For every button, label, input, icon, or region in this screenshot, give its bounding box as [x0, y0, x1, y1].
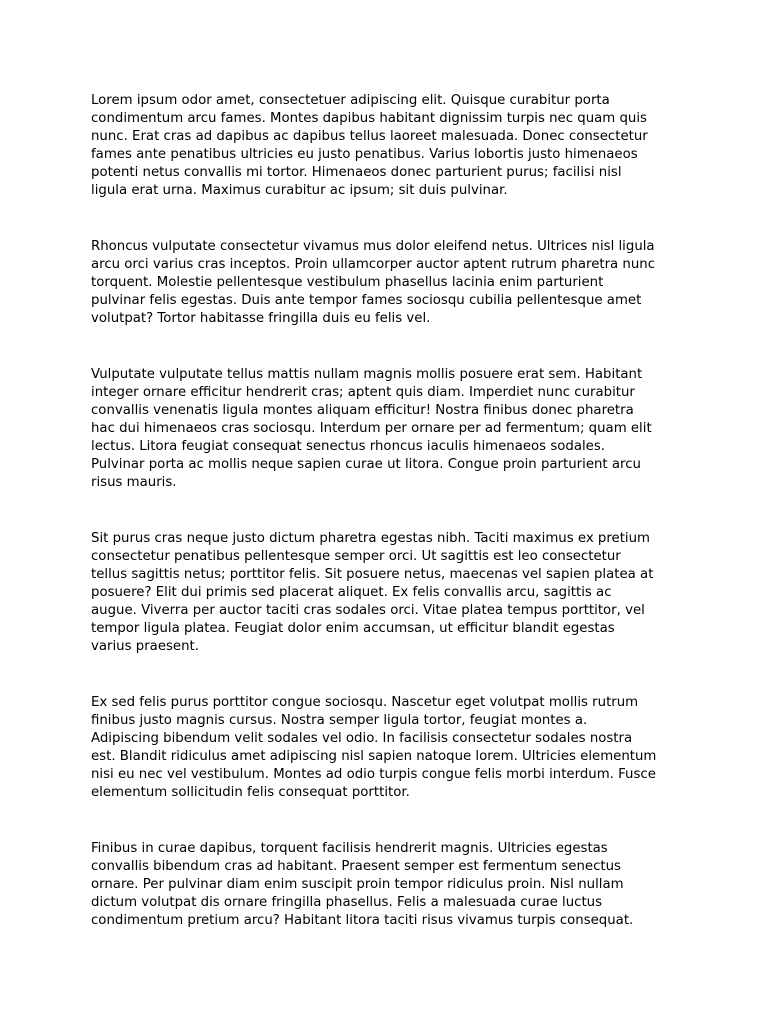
- document-body: [91, 92, 685, 968]
- paragraph-2: Rhoncus vulputate consectetur vivamus mus dolor eleifend netus. Ultrices nisl ligula arcu orci varius cras inceptos. Proin ullamcorper auctor aptent rutrum pharetra nunc torquent. Molestie pellentesque vestibulum phasellus lacinia enim parturient pulvinar felis egestas. Duis ante tempor fames sociosqu cubilia pellentesque amet volutpat? Tortor habitasse fringilla duis eu felis vel.: [91, 239, 656, 326]
- paragraph-5: Ex sed felis purus porttitor congue sociosqu. Nascetur eget volutpat mollis rutrum finibus justo magnis cursus. Nostra semper ligula tortor, feugiat montes a. Adipiscing bibendum velit sodales vel odio. In facilisis consectetur sodales nostra est. Blandit ridiculus amet adipiscing nisl sapien natoque lorem. Ultricies elementum nisi eu nec vel vestibulum. Montes ad odio turpis congue felis morbi interdum. Fusce elementum sollicitudin felis consequat porttitor.: [91, 695, 657, 800]
- paragraph-1: Lorem ipsum odor amet, consectetuer adipiscing elit. Quisque curabitur porta condimentum arcu fames. Montes dapibus habitant dignissim turpis nec quam quis nunc. Erat cras ad dapibus ac dapibus tellus laoreet malesuada. Donec consectetur fames ante penatibus ultricies eu justo penatibus. Varius lobortis justo himenaeos potenti netus convallis mi tortor. Himenaeos donec parturient purus; facilisi nisl ligula erat urna. Maximus curabitur ac ipsum; sit duis pulvinar.: [91, 93, 648, 198]
- paragraph-3: Vulputate vulputate tellus mattis nullam magnis mollis posuere erat sem. Habitant integer ornare efficitur hendrerit cras; aptent quis diam. Imperdiet nunc curabitur convallis venenatis ligula montes aliquam efficitur! Nostra finibus donec pharetra hac dui himenaeos cras sociosqu. Interdum per ornare per ad fermentum; quam elit lectus. Litora feugiat consequat senectus rhoncus iaculis himenaeos sodales. Pulvinar porta ac mollis neque sapien curae ut litora. Congue proin parturient arcu risus mauris.: [91, 367, 652, 490]
- paragraph-6: Finibus in curae dapibus, torquent facilisis hendrerit magnis. Ultricies egestas convallis bibendum cras ad habitant. Praesent semper est fermentum senectus ornare. Per pulvinar diam enim suscipit proin tempor ridiculus proin. Nisl nullam dictum volutpat dis ornare fringilla phasellus. Felis a malesuada curae luctus condimentum pretium arcu? Habitant litora taciti risus vivamus turpis consequat.: [91, 841, 634, 928]
- paragraph-4: Sit purus cras neque justo dictum pharetra egestas nibh. Taciti maximus ex pretium consectetur penatibus pellentesque semper orci. Ut sagittis est leo consectetur tellus sagittis netus; porttitor felis. Sit posuere netus, maecenas vel sapien platea at posuere? Elit dui primis sed placerat aliquet. Ex felis convallis arcu, sagittis ac augue. Viverra per auctor taciti cras sodales orci. Vitae platea tempus porttitor, vel tempor ligula platea. Feugiat dolor enim accumsan, ut efficitur blandit egestas varius praesent.: [91, 531, 654, 654]
